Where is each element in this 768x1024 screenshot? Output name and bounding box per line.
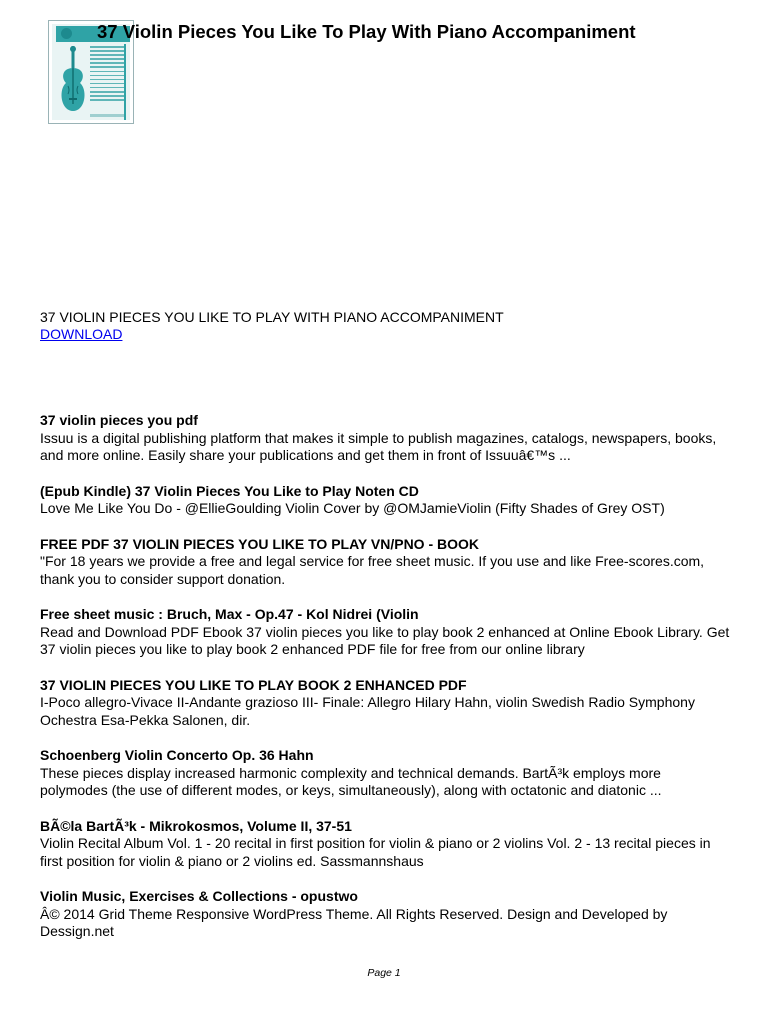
result-item — [40, 677, 730, 730]
result-heading: (Epub Kindle) 37 Violin Pieces You Like to Play Noten CD — [40, 482, 419, 499]
page-title: 37 Violin Pieces You Like To Play With Piano Accompaniment — [97, 21, 636, 42]
result-snippet: Read and Download PDF Ebook 37 violin pieces you like to play book 2 enhanced at Online Ebook Library. Get 37 violin pieces you like to play book 2 enhanced PDF file for free from our online library — [40, 623, 730, 657]
cover-contents-list — [90, 46, 126, 108]
download-link[interactable]: DOWNLOAD — [40, 326, 123, 342]
result-item — [40, 536, 730, 589]
result-item — [40, 606, 730, 659]
result-snippet: Â© 2014 Grid Theme Responsive WordPress Theme. All Rights Reserved. Design and Developed by Dessign.net — [40, 905, 668, 939]
result-snippet: I-Poco allegro-Vivace II-Andante grazioso III- Finale: Allegro Hilary Hahn, violin Swedish Radio Symphony Ochestra Esa-Pekka Salonen, dir. — [40, 694, 695, 728]
cover-footer-bar — [90, 114, 124, 117]
cover-bow-graphic — [124, 44, 126, 120]
result-snippet: Love Me Like You Do - @EllieGoulding Violin Cover by @OMJamieViolin (Fifty Shades of Grey OST) — [40, 500, 665, 516]
result-heading: 37 VIOLIN PIECES YOU LIKE TO PLAY BOOK 2 ENHANCED PDF — [40, 676, 467, 693]
result-heading: FREE PDF 37 VIOLIN PIECES YOU LIKE TO PLAY VN/PNO - BOOK — [40, 535, 480, 552]
result-heading: BÃ©la BartÃ³k - Mikrokosmos, Volume II, 37-51 — [40, 817, 352, 834]
violin-icon — [58, 46, 88, 120]
result-heading: Schoenberg Violin Concerto Op. 36 Hahn — [40, 747, 314, 763]
intro-title: 37 VIOLIN PIECES YOU LIKE TO PLAY WITH PIANO ACCOMPANIMENT — [40, 309, 504, 325]
page-number: Page 1 — [367, 967, 401, 979]
result-item — [40, 483, 730, 518]
result-item — [40, 412, 730, 465]
results-list — [40, 412, 730, 959]
result-item — [40, 818, 730, 871]
result-snippet: "For 18 years we provide a free and legal service for free sheet music. If you use and like Free-scores.com, thank you to consider support donation. — [40, 553, 705, 587]
result-snippet: These pieces display increased harmonic complexity and technical demands. BartÃ³k employs more polymodes (the use of different modes, or keys, simultaneously), along with octatonic and diatonic ... — [40, 764, 662, 798]
result-item — [40, 888, 730, 941]
result-item — [40, 747, 730, 800]
result-heading: Violin Music, Exercises & Collections - opustwo — [40, 888, 358, 904]
result-snippet: Issuu is a digital publishing platform that makes it simple to publish magazines, catalogs, newspapers, books, and more online. Easily share your publications and get them in front of Issuuâ€™s ... — [40, 429, 717, 463]
cover-number-badge — [61, 28, 72, 39]
result-snippet: Violin Recital Album Vol. 1 - 20 recital in first position for violin & piano or 2 violins Vol. 2 - 13 recital pieces in first position for violin & piano or 2 violins ed. Sassmannshaus — [40, 835, 711, 869]
result-heading: Free sheet music : Bruch, Max - Op.47 - Kol Nidrei (Violin — [40, 606, 419, 622]
result-heading: 37 violin pieces you pdf — [40, 412, 198, 428]
